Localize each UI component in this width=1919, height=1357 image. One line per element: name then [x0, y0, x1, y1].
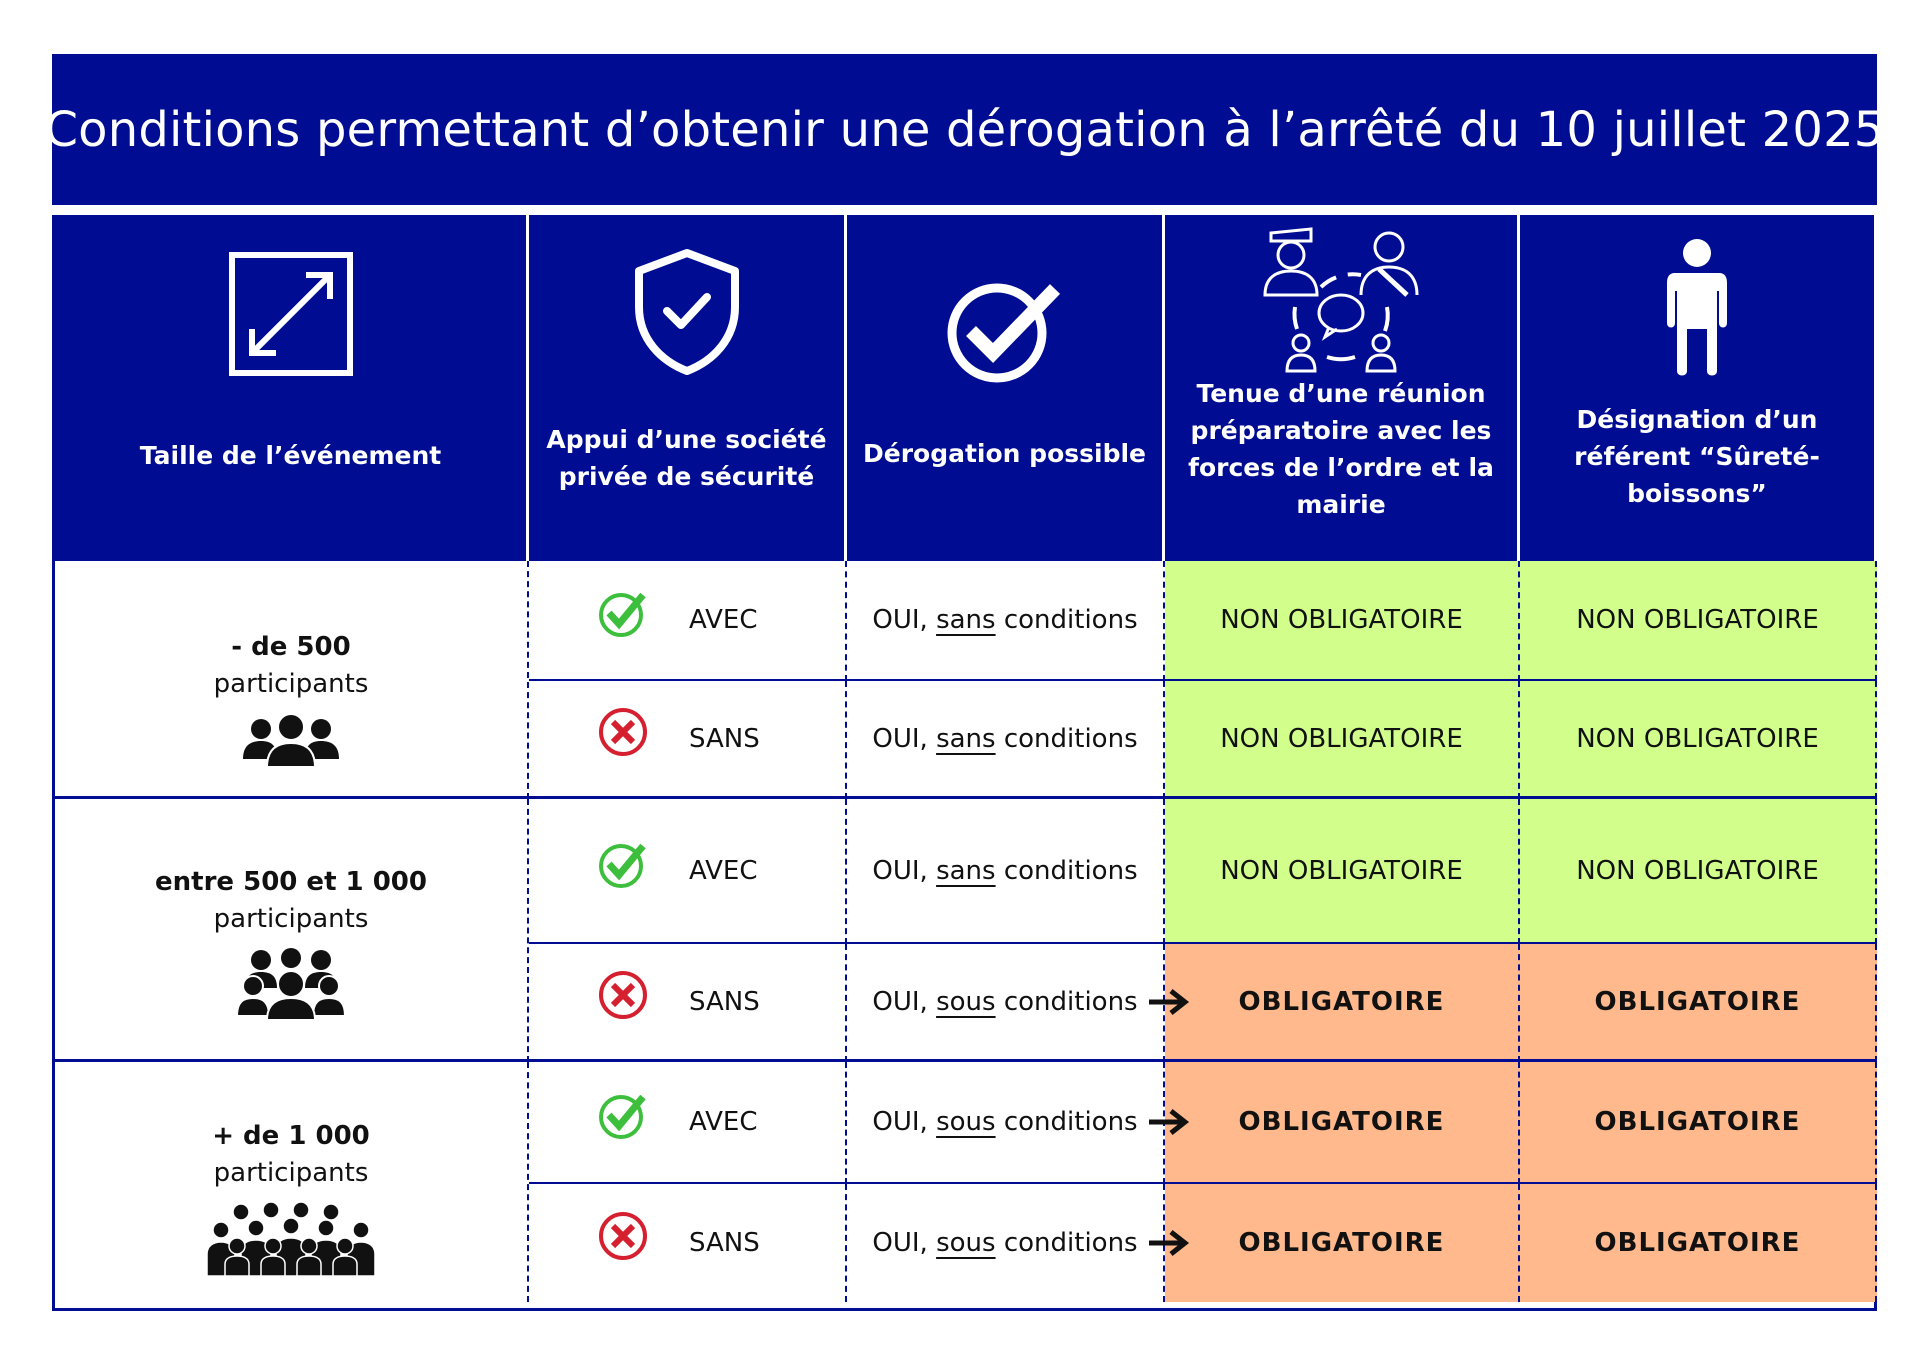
condition-text: conditions	[1003, 1228, 1138, 1258]
referent-cell: OBLIGATOIRE	[1520, 944, 1877, 1062]
referent-cell: NON OBLIGATOIRE	[1520, 561, 1877, 681]
derogation-table	[52, 215, 1877, 1311]
arrow-right-icon	[1147, 1107, 1193, 1137]
condition-word: sous	[936, 986, 996, 1017]
referent-cell: OBLIGATOIRE	[1520, 1184, 1877, 1302]
support-cell	[529, 799, 847, 944]
small-crowd-icon	[243, 713, 339, 769]
size-bold: + de 1 000	[212, 1121, 370, 1151]
support-label: AVEC	[689, 605, 758, 635]
condition-word: sans	[936, 855, 996, 886]
header-label: Tenue d’une réunion préparatoire avec les forces de l’ordre et la mairie	[1188, 379, 1494, 519]
condition-text: conditions	[1003, 986, 1138, 1017]
header-meeting	[1165, 215, 1520, 561]
derogation-cell	[847, 681, 1165, 799]
derogation-cell	[847, 561, 1165, 681]
size-text: participants	[213, 668, 369, 699]
resize-arrows-icon	[228, 251, 354, 377]
size-bold: - de 500	[231, 631, 351, 662]
condition-word: sans	[936, 723, 996, 754]
oui-text: OUI,	[872, 986, 928, 1017]
oui-text: OUI,	[872, 1228, 928, 1258]
derogation-cell	[847, 1062, 1165, 1184]
person-icon	[1665, 237, 1729, 377]
support-cell	[529, 944, 847, 1062]
size-cell-under-500	[55, 561, 529, 799]
condition-word: sous	[936, 1107, 996, 1137]
header-event-size	[55, 215, 529, 561]
cross-icon	[597, 969, 649, 1021]
support-cell	[529, 681, 847, 799]
size-text: participants	[213, 904, 369, 934]
condition-text: conditions	[1003, 605, 1138, 635]
header-label: Taille de l’événement	[139, 441, 442, 470]
support-label: SANS	[689, 986, 760, 1017]
arrow-right-icon	[1147, 1228, 1193, 1258]
cross-icon	[597, 1210, 649, 1262]
support-cell	[529, 561, 847, 681]
support-cell	[529, 1184, 847, 1302]
page-title: Conditions permettant d’obtenir une dérogation à l’arrêté du 10 juillet 2025	[44, 101, 1885, 158]
condition-text: conditions	[1003, 723, 1138, 754]
meeting-cell: OBLIGATOIRE	[1165, 1062, 1520, 1184]
meeting-cell: NON OBLIGATOIRE	[1165, 799, 1520, 944]
condition-text: conditions	[1003, 855, 1138, 886]
meeting-cell: NON OBLIGATOIRE	[1165, 561, 1520, 681]
size-text: participants	[213, 1158, 369, 1188]
support-cell	[529, 1062, 847, 1184]
meeting-cell: NON OBLIGATOIRE	[1165, 681, 1520, 799]
oui-text: OUI,	[872, 855, 928, 886]
check-icon	[597, 587, 649, 639]
large-crowd-icon	[201, 1202, 381, 1276]
medium-crowd-icon	[237, 948, 345, 1020]
support-label: AVEC	[689, 1107, 758, 1137]
derogation-cell	[847, 944, 1165, 1062]
size-bold: entre 500 et 1 000	[155, 867, 427, 897]
check-circle-icon	[945, 277, 1065, 387]
support-label: SANS	[689, 723, 760, 754]
cross-icon	[597, 706, 649, 758]
shield-check-icon	[631, 247, 743, 377]
derogation-cell	[847, 1184, 1165, 1302]
header-label: Dérogation possible	[863, 439, 1146, 468]
size-cell-500-1000	[55, 799, 529, 1062]
header-label: Désignation d’un référent “Sûreté-boissons”	[1574, 405, 1820, 508]
check-icon	[597, 838, 649, 890]
meeting-icon	[1261, 225, 1421, 375]
derogation-cell	[847, 799, 1165, 944]
referent-cell: NON OBLIGATOIRE	[1520, 681, 1877, 799]
oui-text: OUI,	[872, 1107, 928, 1137]
referent-cell: NON OBLIGATOIRE	[1520, 799, 1877, 944]
title-banner	[44, 54, 1885, 205]
header-derogation	[847, 215, 1165, 561]
referent-cell: OBLIGATOIRE	[1520, 1062, 1877, 1184]
support-label: SANS	[689, 1228, 760, 1258]
condition-text: conditions	[1003, 1107, 1138, 1137]
condition-word: sans	[936, 605, 996, 635]
check-icon	[597, 1089, 649, 1141]
header-referent	[1520, 215, 1877, 561]
header-security-support	[529, 215, 847, 561]
condition-word: sous	[936, 1228, 996, 1258]
size-cell-over-1000	[55, 1062, 529, 1302]
meeting-cell: OBLIGATOIRE	[1165, 944, 1520, 1062]
header-label: Appui d’une société privée de sécurité	[546, 425, 827, 491]
oui-text: OUI,	[872, 723, 928, 754]
arrow-right-icon	[1147, 987, 1193, 1017]
meeting-cell: OBLIGATOIRE	[1165, 1184, 1520, 1302]
oui-text: OUI,	[872, 605, 928, 635]
support-label: AVEC	[689, 855, 758, 886]
